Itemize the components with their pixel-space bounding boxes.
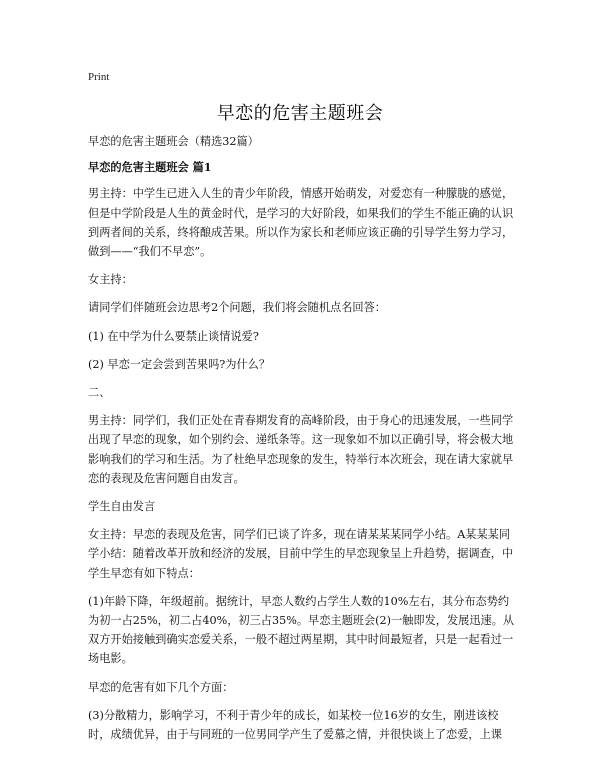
document-subtitle: 早恋的危害主题班会（精选32篇） xyxy=(88,135,259,148)
paragraph-question-1: (1) 在中学为什么要禁止谈情说爱? xyxy=(88,329,259,343)
document-body xyxy=(88,132,516,753)
print-label[interactable]: Print xyxy=(88,71,110,83)
paragraph-female-host-label: 女主持： xyxy=(88,273,133,287)
paragraph-questions-intro: 请同学们伴随班会边思考2个问题，我们将会随机点名回答： xyxy=(88,301,386,315)
paragraph-question-2: (2) 早恋一定会尝到苦果吗?为什么？ xyxy=(88,357,271,371)
paragraph-section-two: 二、 xyxy=(88,386,111,400)
paragraph-male-host-intro: 男主持：中学生已进入人生的青少年阶段，情感开始萌发，对爱恋有一种朦胧的感觉，但是中学阶段是人生的黄金时代，是学习的大好阶段，如果我们的学生不能正确的认识到两者间的关系，终将酿成苦果。所以作为家长和老师应该正确的引导学生努力学习，做到——“我们不早恋”。 xyxy=(88,187,514,259)
paragraph-point-1: (1)年龄下降，年级超前。据统计，早恋人数约占学生人数的10%左右，其分布态势约为初一占25%，初二占40%，初三占35%。早恋主题班会(2)一触即发，发展迅速。从双方开始接触到确实恋爱关系，一般不超过两星期，其中时间最短者，只是一起看过一场电影。 xyxy=(88,594,515,666)
paragraph-harms-intro: 早恋的危害有如下几个方面： xyxy=(88,680,234,694)
paragraph-point-3: (3)分散精力，影响学习，不利于青少年的成长，如某校一位16岁的女生，刚进该校时，成绩优异，由于与同班的一位男同学产生了爱慕之情，并很快谈上了恋爱，上课 xyxy=(88,708,502,742)
paragraph-female-host-summary: 女主持：早恋的表现及危害，同学们已谈了许多，现在请某某某同学小结。A某某某同学小结：随着改革开放和经济的发展，目前中学生的早恋现象呈上升趋势，据调查，中学生早恋有如下特点： xyxy=(88,528,514,580)
page-title: 早恋的危害主题班会 xyxy=(216,103,384,124)
paragraph-free-speech: 学生自由发言 xyxy=(88,500,156,514)
paragraph-male-host-speech: 男主持：同学们，我们正处在青春期发育的高峰阶段，由于身心的迅速发展，一些同学出现了早恋的现象，如个别约会、递纸条等。这一现象如不加以正确引导，将会极大地影响我们的学习和生活。为了杜绝早恋现象的发生，特举行本次班会，现在请大家就早恋的表现及危害问题自由发言。 xyxy=(88,414,514,485)
section-heading: 早恋的危害主题班会 篇1 xyxy=(88,160,212,175)
